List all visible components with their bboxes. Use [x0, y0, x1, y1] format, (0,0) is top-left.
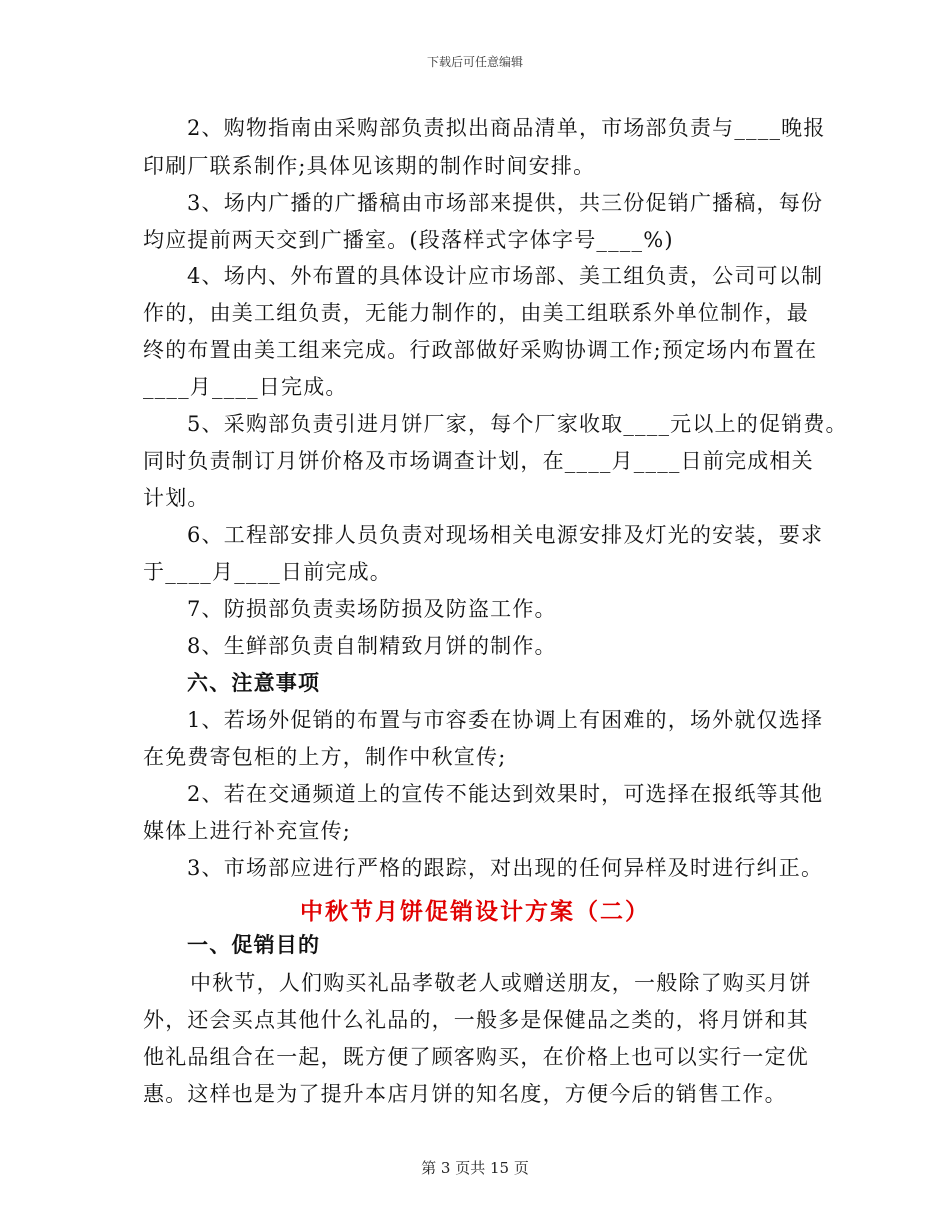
purpose-line-2: 外，还会买点其他什么礼品的，一般多是保健品之类的，将月饼和其: [143, 1008, 809, 1032]
item-2-line-1: 2、购物指南由采购部负责拟出商品清单，市场部负责与____晚报: [187, 116, 826, 140]
section-heading-purpose: 一、促销目的: [187, 932, 321, 957]
note-1-line-1: 1、若场外促销的布置与市容委在协调上有困难的，场外就仅选择: [187, 708, 824, 732]
item-3-line-1: 3、场内广播的广播稿由市场部来提供，共三份促销广播稿，每份: [187, 191, 824, 215]
document-title: 中秋节月饼促销设计方案（二）: [300, 898, 650, 925]
note-2-line-2: 媒体上进行补充宣传;: [143, 819, 352, 843]
item-4-line-2: 作的，由美工组负责，无能力制作的，由美工组联系外单位制作，最: [143, 301, 809, 325]
item-2-line-2: 印刷厂联系制作;具体见该期的制作时间安排。: [143, 154, 596, 178]
item-7: 7、防损部负责卖场防损及防盗工作。: [187, 597, 557, 621]
purpose-line-4: 惠。这样也是为了提升本店月饼的知名度，方便今后的销售工作。: [143, 1082, 787, 1106]
item-5-line-1: 5、采购部负责引进月饼厂家，每个厂家收取____元以上的促销费。: [187, 412, 848, 436]
item-4-line-1: 4、场内、外布置的具体设计应市场部、美工组负责，公司可以制: [187, 264, 824, 288]
purpose-line-1: 中秋节，人们购买礼品孝敬老人或赠送朋友，一般除了购买月饼: [190, 971, 812, 995]
item-5-line-3: 计划。: [143, 486, 210, 510]
item-6-line-2: 于____月____日前完成。: [143, 560, 392, 584]
item-5-line-2: 同时负责制订月饼价格及市场调查计划，在____月____日前完成相关: [143, 449, 814, 473]
item-8: 8、生鲜部负责自制精致月饼的制作。: [187, 634, 557, 658]
note-1-line-2: 在免费寄包柜的上方，制作中秋宣传;: [143, 745, 507, 769]
purpose-line-3: 他礼品组合在一起，既方便了顾客购买，在价格上也可以实行一定优: [143, 1045, 809, 1069]
page-footer: 第 3 页共 15 页: [421, 1159, 529, 1177]
item-4-line-3: 终的布置由美工组来完成。行政部做好采购协调工作;预定场内布置在: [143, 338, 818, 362]
page-header: 下载后可任意编辑: [426, 55, 523, 69]
section-heading-notes: 六、注意事项: [187, 670, 321, 695]
item-3-line-2: 均应提前两天交到广播室。(段落样式字体字号____%): [143, 228, 674, 252]
note-3: 3、市场部应进行严格的跟踪，对出现的任何异样及时进行纠正。: [187, 856, 824, 880]
item-4-line-4: ____月____日完成。: [143, 375, 348, 399]
note-2-line-1: 2、若在交通频道上的宣传不能达到效果时，可选择在报纸等其他: [187, 782, 824, 806]
item-6-line-1: 6、工程部安排人员负责对现场相关电源安排及灯光的安装，要求: [187, 523, 824, 547]
